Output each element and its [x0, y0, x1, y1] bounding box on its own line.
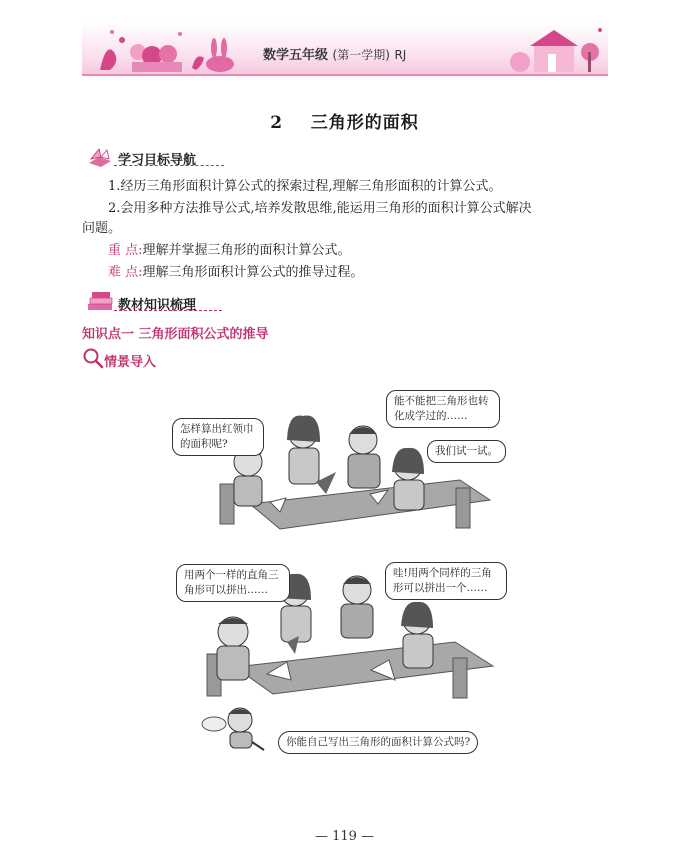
books-stack-icon	[86, 290, 116, 312]
magnifier-icon	[82, 347, 104, 369]
goals-heading-underline	[114, 164, 224, 166]
key-point-row	[108, 240, 351, 262]
header-left-decoration	[92, 22, 212, 74]
knowledge-heading-underline	[114, 309, 222, 311]
speech-bubble-5: 哇!用两个同样的三角形可以拼出一个……	[385, 562, 507, 600]
header-edition: RJ	[394, 48, 407, 62]
difficult-point-text: 理解三角形面积计算公式的推导过程。	[142, 265, 364, 280]
header-rabbit-decoration	[200, 36, 240, 74]
section-title	[0, 108, 689, 133]
goal-item-2-cont: 问题。	[82, 221, 122, 236]
speech-bubble-1: 怎样算出红领巾的面积呢?	[172, 418, 264, 456]
header-title	[263, 44, 406, 63]
speech-bubble-4: 用两个一样的直角三角形可以拼出……	[176, 564, 290, 602]
knowledge-point-title: 知识点一 三角形面积公式的推导	[82, 327, 269, 342]
header-right-decoration	[500, 22, 608, 74]
difficult-point-label: 难 点:	[108, 265, 143, 280]
knowledge-heading: 教材知识梳理	[118, 298, 197, 313]
speech-bubble-2: 能不能把三角形也转化成学过的……	[386, 390, 500, 428]
goals-heading: 学习目标导航	[118, 153, 197, 168]
goal-item-1: 1.经历三角形面积计算公式的探索过程,理解三角形面积的计算公式。	[108, 179, 502, 194]
book-icon	[87, 147, 113, 167]
section-name: 三角形的面积	[310, 113, 419, 133]
flying-character-icon	[200, 702, 270, 758]
key-point-label: 重 点:	[108, 243, 143, 258]
scene-title: 情景导入	[104, 355, 157, 370]
section-number: 2	[270, 113, 284, 133]
page-number: — 119 —	[314, 829, 375, 844]
header-course: 数学五年级	[263, 48, 329, 63]
difficult-point-row	[108, 262, 364, 284]
speech-bubble-3: 我们试一试。	[427, 440, 506, 463]
speech-bubble-6: 你能自己写出三角形的面积计算公式吗?	[278, 731, 478, 754]
key-point-text: 理解并掌握三角形的面积计算公式。	[142, 243, 351, 258]
header-term: (第一学期)	[332, 48, 390, 62]
goal-item-2: 2.会用多种方法推导公式,培养发散思维,能运用三角形的面积计算公式解决	[108, 201, 532, 216]
